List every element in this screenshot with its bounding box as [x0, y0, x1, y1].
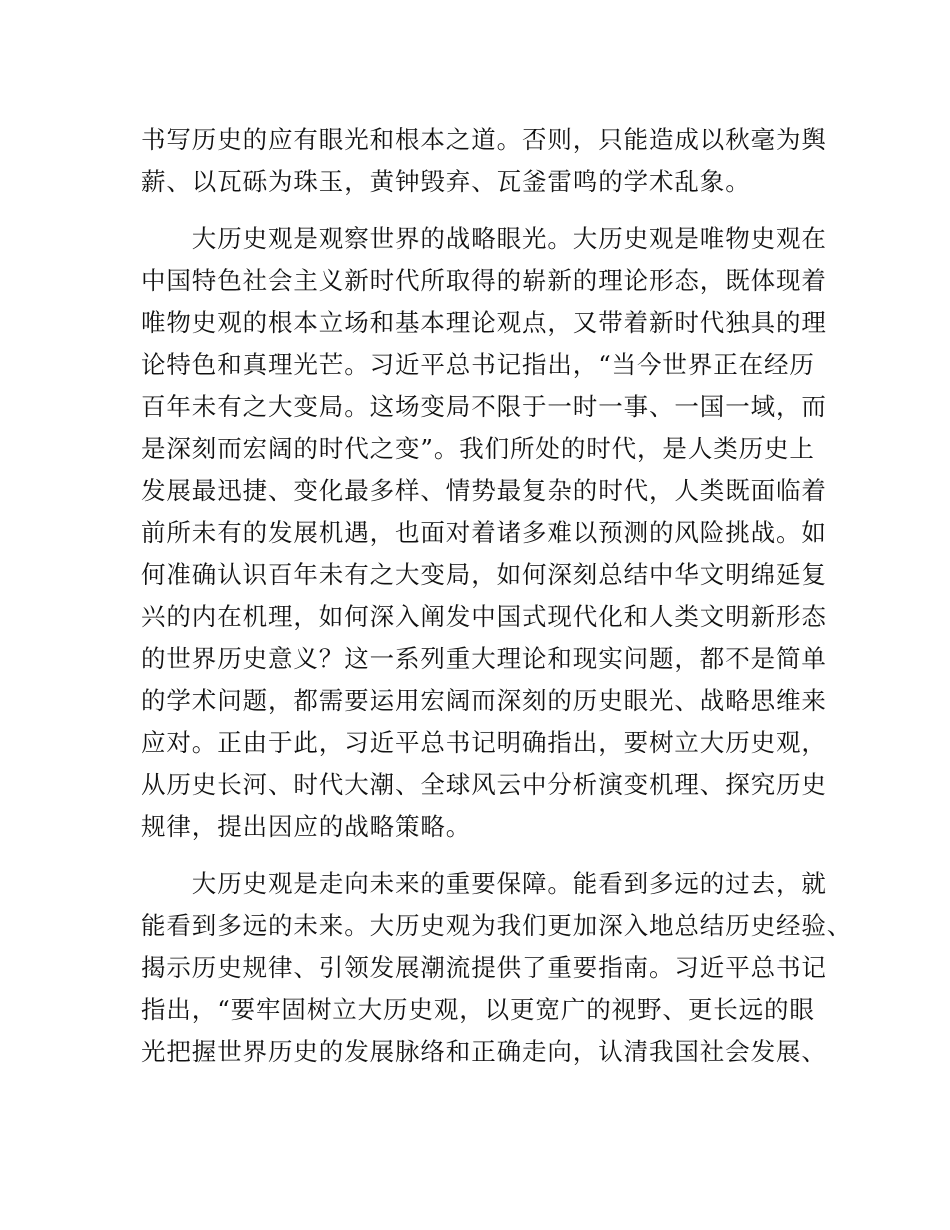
text-line: 唯物史观的根本立场和基本理论观点，又带着新时代独具的理	[141, 308, 827, 337]
text-line: 薪、以瓦砾为珠玉，黄钟毁弃、瓦釜雷鸣的学术乱象。	[141, 167, 751, 196]
text-line: 前所未有的发展机遇，也面对着诸多难以预测的风险挑战。如	[141, 518, 827, 547]
text-line: 揭示历史规律、引领发展潮流提供了重要指南。习近平总书记	[141, 953, 827, 982]
text-line: 书写历史的应有眼光和根本之道。否则，只能造成以秋毫为舆	[141, 125, 827, 154]
text-line: 百年未有之大变局。这场变局不限于一时一事、一国一域，而	[141, 392, 827, 421]
text-line: 是深刻而宏阔的时代之变”。我们所处的时代，是人类历史上	[141, 434, 815, 463]
paragraph-3	[141, 863, 853, 1073]
body-text	[141, 119, 853, 1073]
text-line: 大历史观是观察世界的战略眼光。大历史观是唯物史观在	[141, 224, 827, 253]
text-line: 何准确认识百年未有之大变局，如何深刻总结中华文明绵延复	[141, 560, 827, 589]
text-line: 能看到多远的未来。大历史观为我们更加深入地总结历史经验、	[141, 911, 853, 940]
text-line: 应对。正由于此，习近平总书记明确指出，要树立大历史观，	[141, 728, 827, 757]
text-line: 论特色和真理光芒。习近平总书记指出，“当今世界正在经历	[141, 350, 815, 379]
text-line: 大历史观是走向未来的重要保障。能看到多远的过去，就	[141, 869, 827, 898]
text-line: 的学术问题，都需要运用宏阔而深刻的历史眼光、战略思维来	[141, 686, 827, 715]
text-line: 光把握世界历史的发展脉络和正确走向，认清我国社会发展、	[141, 1037, 827, 1066]
text-line: 发展最迅捷、变化最多样、情势最复杂的时代，人类既面临着	[141, 476, 827, 505]
text-line: 兴的内在机理，如何深入阐发中国式现代化和人类文明新形态	[141, 602, 827, 631]
text-line: 从历史长河、时代大潮、全球风云中分析演变机理、探究历史	[141, 770, 827, 799]
text-line: 中国特色社会主义新时代所取得的崭新的理论形态，既体现着	[141, 266, 827, 295]
paragraph-2	[141, 218, 827, 848]
paragraph-1	[141, 119, 827, 203]
text-line: 的世界历史意义？这一系列重大理论和现实问题，都不是简单	[141, 644, 827, 673]
text-line: 指出，“要牢固树立大历史观，以更宽广的视野、更长远的眼	[141, 995, 815, 1024]
text-line: 规律，提出因应的战略策略。	[141, 812, 472, 841]
